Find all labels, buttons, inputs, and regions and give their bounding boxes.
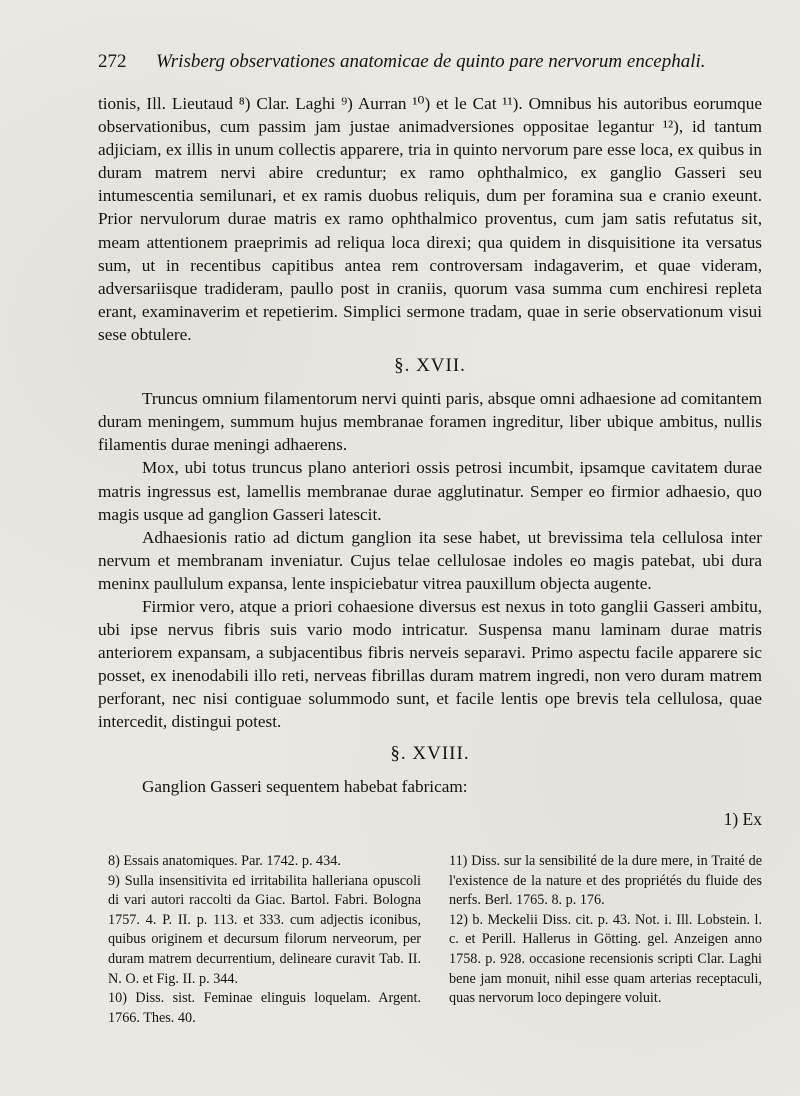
- intro-paragraph: tionis, Ill. Lieutaud ⁸) Clar. Laghi ⁹) Aurran ¹⁰) et le Cat ¹¹). Omnibus his autoribus eorumque observationibus, cum passim jam justae animadversiones oppositae legantur ¹²), id tantum adjiciam, ex illis in unum collectis apparere, tria in quinto nervorum pare esse loca, ex quibus in duram matrem nervi abire creduntur; ex ramo ophthalmico, ex ganglio Gasseri seu intumescentia semilunari, et ex ramis duobus reliquis, dum per foramina sua e cranio exeunt. Prior nervulorum durae matris ex ramo ophthalmico proventus, cum jam satis refutatus sit, meam attentionem praeprimis ad reliqua loca direxi; qua quidem in disquisitione ita versatus sum, ut in recentibus capitibus antea rem controversam indagaverim, et quae videram, adversariisque tradideram, paullo post in craniis, quorum vasa summa cum enchiresi repleta erant, examinaverim et repetierim. Simplici sermone tradam, quae in serie observationum visui sese obtulere.: [98, 94, 762, 344]
- footnote-10: 10) Diss. sist. Feminae elinguis loquelam. Argent. 1766. Thes. 40.: [108, 990, 421, 1026]
- running-head: [98, 50, 762, 74]
- section-heading-xviii: §. XVIII.: [390, 742, 470, 764]
- section-xvii-paragraph-4: Firmior vero, atque a priori cohaesione diversus est nexus in toto ganglii Gasseri ambitu, ubi ipse nervus fibris suis vario modo intricatur. Suspensa manu laminam durae matris anteriorem expansam, a subjacentibus fibris nerveis separavi. Primo aspectu facile apparere sic posset, ex inenodabili illo reti, nerveas fibrillas duram matrem ingredi, non vero duram matrem perforant, nec nisi contiguae solummodo sunt, et facile lentis ope brevis tela cellulosa, quae intercedit, distingui potest.: [98, 596, 762, 732]
- footnote-8: 8) Essais anatomiques. Par. 1742. p. 434.: [108, 853, 341, 869]
- footnote-12: 12) b. Meckelii Diss. cit. p. 43. Not. i. Ill. Lobstein. l. c. et Perill. Hallerus in Götting. gel. Anzeigen anno 1758. p. 928. occasione recensionis scripti Clar. Laghi bene jam monuit, nihil esse quam arterias receptaculi, quas nervorum loco depingere voluit.: [449, 911, 762, 1007]
- running-title: Wrisberg observationes anatomicae de quinto pare nervorum encephali.: [156, 51, 706, 72]
- main-text: [98, 92, 762, 831]
- footnotes: [108, 852, 762, 1028]
- footnotes-left-column: [108, 852, 421, 1028]
- footnotes-right-column: [449, 852, 762, 1028]
- section-xvii-paragraph-2: Mox, ubi totus truncus plano anteriori ossis petrosi incumbit, ipsamque cavitatem durae matris ingressus est, lamellis membranae durae agglutinatur. Semper eo firmior adhaesio, quo magis usque ad ganglion Gasseri latescit.: [98, 458, 762, 524]
- section-heading-xvii: §. XVII.: [394, 355, 466, 377]
- footnote-9: 9) Sulla insensitivita ed irritabilita halleriana opuscoli di vari autori raccolti da Giac. Bartol. Fabri. Bologna 1757. 4. P. II. p. 113. et 333. cum adjectis iconibus, quibus originem et decursum filorum nerveorum, per duram matrem decurrentium, delineare curavit Tab. II. N. O. et Fig. II. p. 344.: [108, 872, 421, 987]
- section-xvii-paragraph-3: Adhaesionis ratio ad dictum ganglion ita sese habet, ut brevissima tela cellulosa inter nervum et membranam inveniatur. Cujus telae cellulosae indoles eo magis patebat, ubi dura meninx paullulum expansa, lente inspiciebatur vitrea pauxillum objecta augente.: [98, 527, 762, 593]
- section-xviii-paragraph-1: Ganglion Gasseri sequentem habebat fabricam:: [142, 776, 468, 796]
- footnote-11: 11) Diss. sur la sensibilité de la dure mere, in Traité de l'existence de la nature et des propriétés du fluide des nerfs. Berl. 1765. 8. p. 176.: [449, 853, 762, 909]
- section-xvii-paragraph-1: Truncus omnium filamentorum nervi quinti paris, absque omni adhaesione ad comitantem duram meningem, summum hujus membranae foramen ingreditur, liber ubique ambitus, nullis filamentis durae meningi adhaerens.: [98, 389, 762, 455]
- page-number: 272: [98, 51, 127, 72]
- catchword: 1) Ex: [723, 808, 762, 829]
